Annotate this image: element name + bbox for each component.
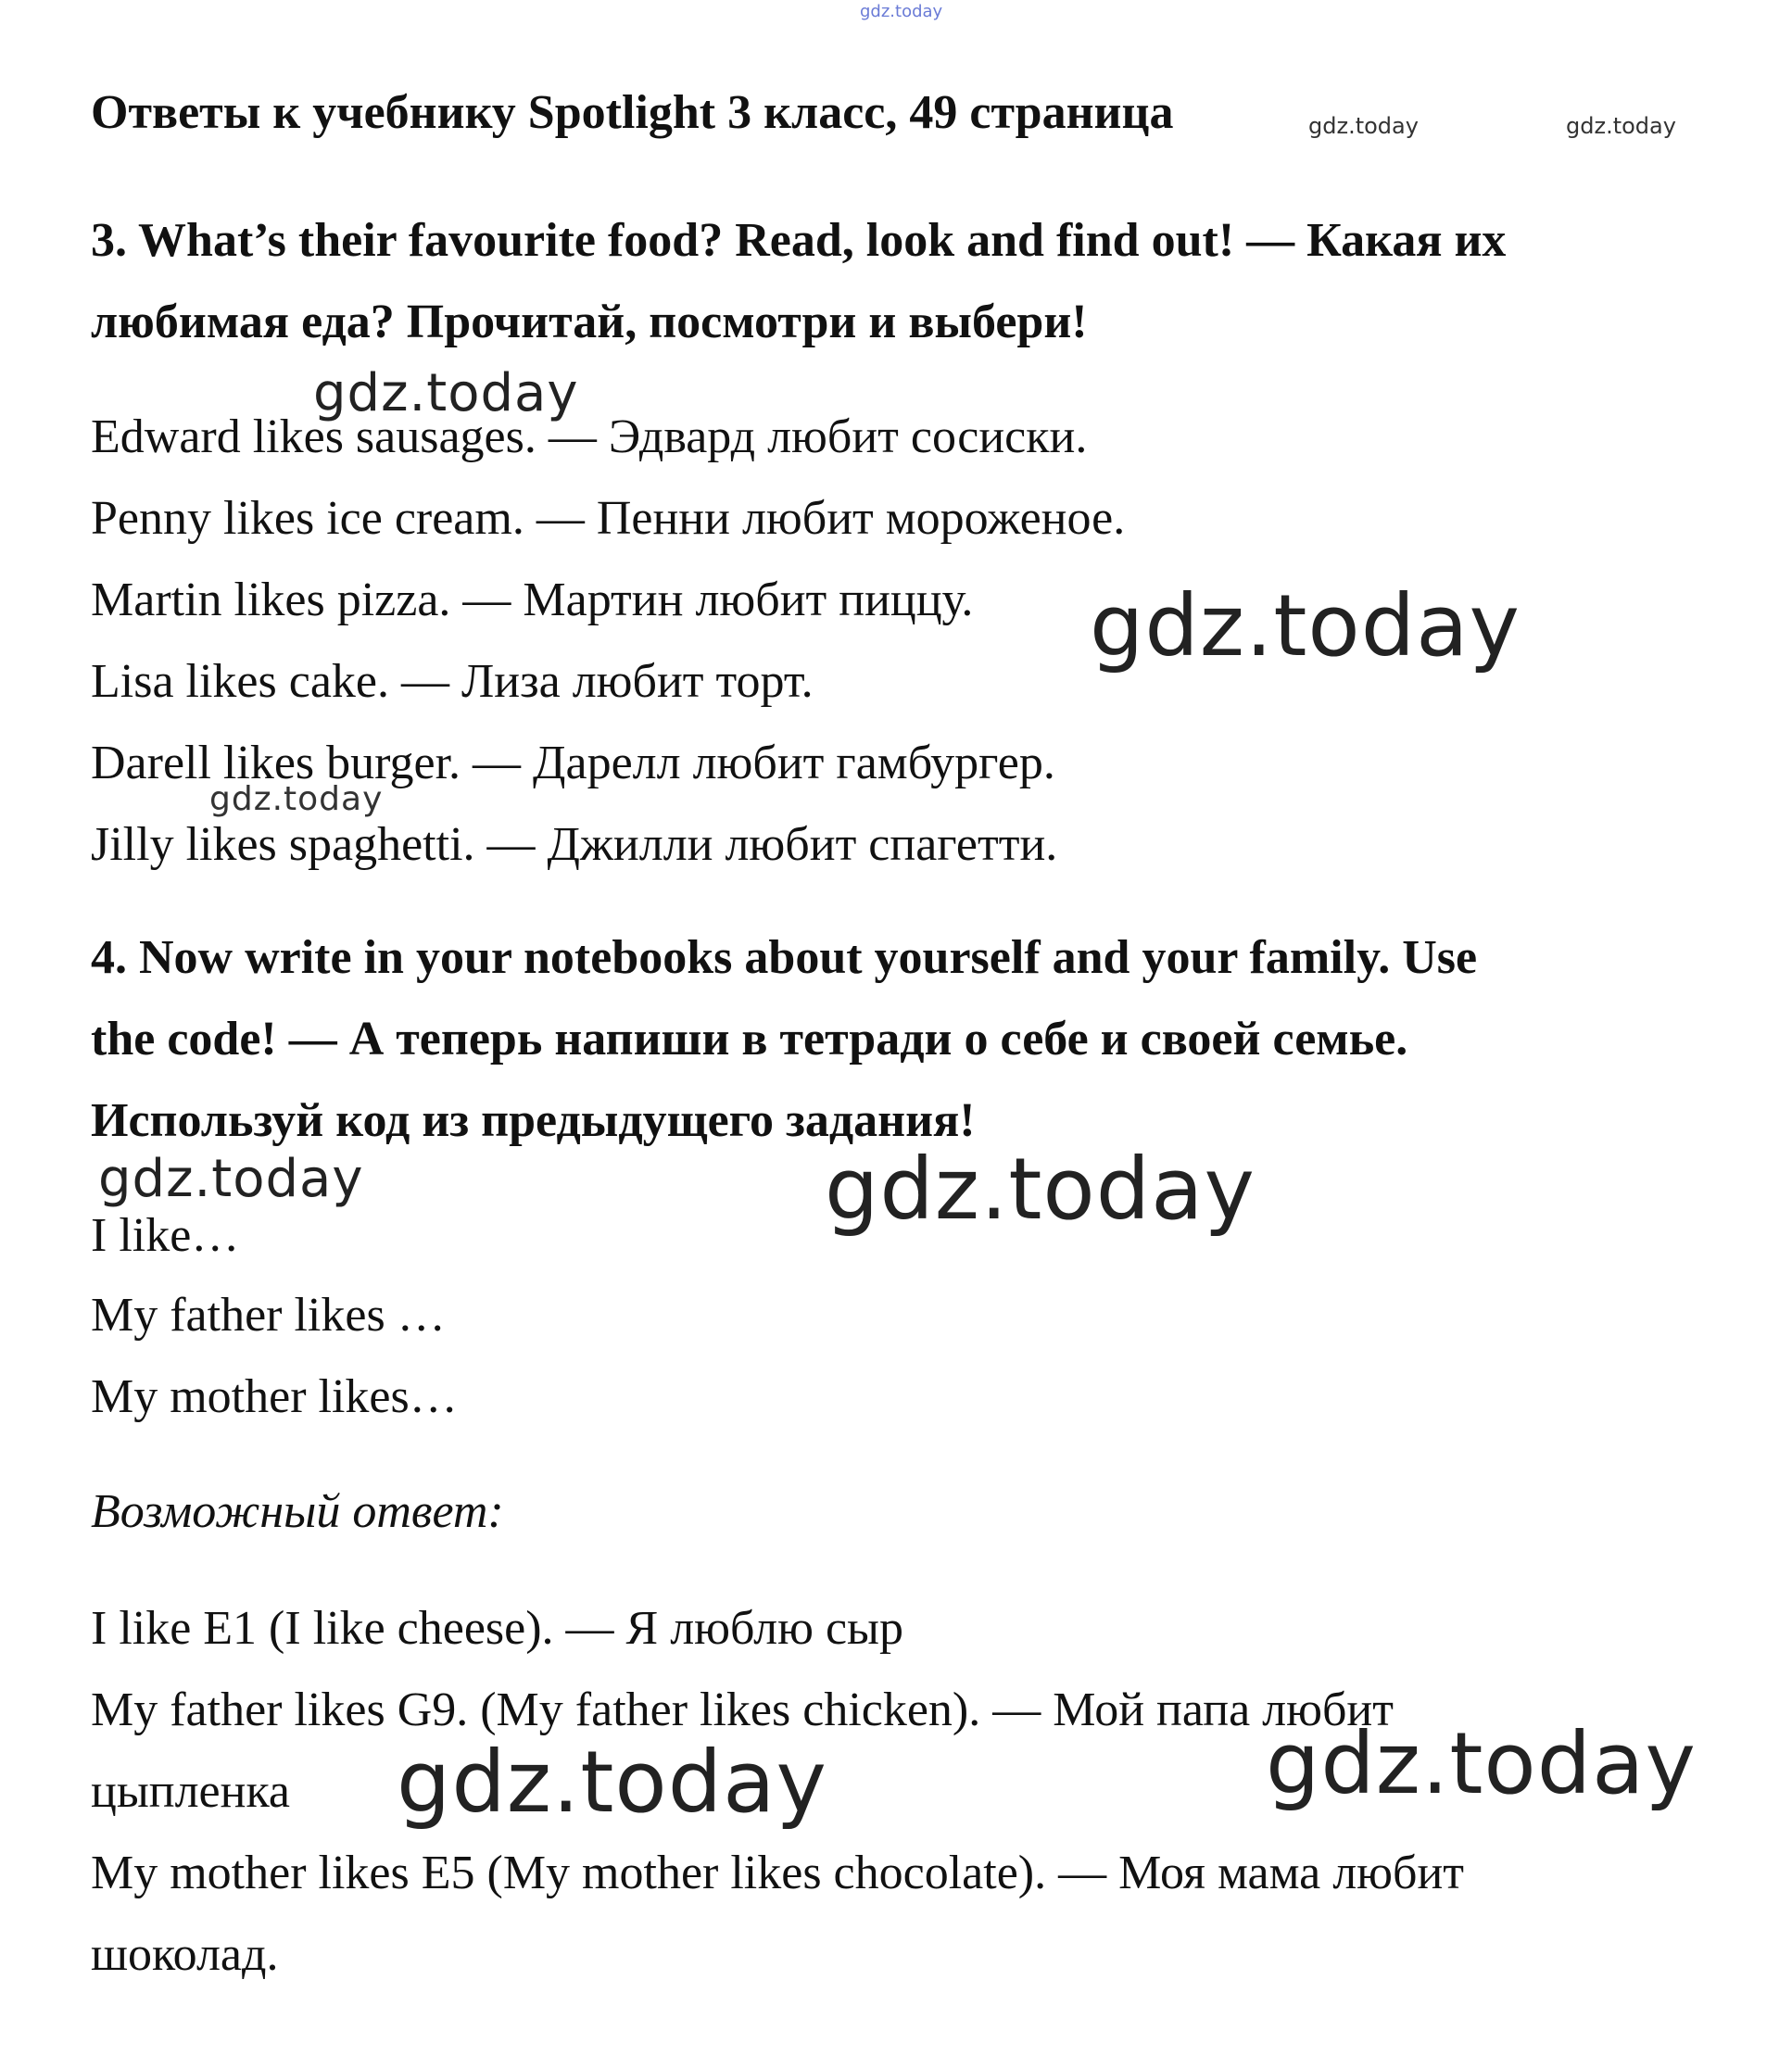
task4-answer-line: My mother likes E5 (My mother likes chocolate). — Моя мама любит bbox=[91, 1847, 1465, 1899]
task4-heading-line3: Используй код из предыдущего задания! bbox=[91, 1094, 976, 1147]
watermark-title-inline: gdz.today bbox=[1308, 113, 1419, 139]
task4-answer-line: цыпленка bbox=[91, 1765, 291, 1818]
task4-prompt: My father likes … bbox=[91, 1289, 446, 1342]
watermark-jilly: gdz.today bbox=[209, 780, 384, 818]
task3-heading-line1: 3. What’s their favourite food? Read, look and find out! — Какая их bbox=[91, 214, 1507, 267]
task4-prompt: I like… bbox=[91, 1209, 240, 1262]
task4-answer-line: шоколад. bbox=[91, 1928, 279, 1981]
watermark-title-right: gdz.today bbox=[1566, 113, 1676, 139]
task4-prompt: My mother likes… bbox=[91, 1370, 458, 1423]
task3-answer: Martin likes pizza. — Мартин любит пиццу. bbox=[91, 574, 974, 626]
task3-heading-line2: любимая еда? Прочитай, посмотри и выбери! bbox=[91, 296, 1088, 348]
watermark-chicken-left: gdz.today bbox=[397, 1733, 827, 1832]
watermark-chicken-right: gdz.today bbox=[1266, 1714, 1697, 1813]
watermark-ilike: gdz.today bbox=[98, 1149, 364, 1209]
task3-answer: Jilly likes spaghetti. — Джилли любит спагетти. bbox=[91, 818, 1058, 871]
watermark-martin: gdz.today bbox=[1090, 576, 1521, 675]
page-title: Ответы к учебнику Spotlight 3 класс, 49 страница bbox=[91, 86, 1174, 139]
watermark-edward: gdz.today bbox=[313, 363, 579, 423]
task3-answer: Penny likes ice cream. — Пенни любит мороженое. bbox=[91, 492, 1126, 545]
task4-answer-line: I like E1 (I like cheese). — Я люблю сыр bbox=[91, 1602, 903, 1655]
task4-heading-line1: 4. Now write in your notebooks about yourself and your family. Use bbox=[91, 931, 1478, 984]
task3-answer: Darell likes burger. — Дарелл любит гамбургер. bbox=[91, 737, 1055, 789]
task3-answer: Lisa likes cake. — Лиза любит торт. bbox=[91, 655, 814, 708]
task4-answer-line: My father likes G9. (My father likes chicken). — Мой папа любит bbox=[91, 1683, 1394, 1736]
task4-heading-line2: the code! — А теперь напиши в тетради о себе и своей семье. bbox=[91, 1013, 1408, 1066]
task3-answer: Edward likes sausages. — Эдвард любит сосиски. bbox=[91, 410, 1088, 463]
possible-answer-label: Возможный ответ: bbox=[91, 1485, 504, 1538]
watermark-center: gdz.today bbox=[825, 1140, 1256, 1239]
watermark-top: gdz.today bbox=[860, 2, 943, 21]
